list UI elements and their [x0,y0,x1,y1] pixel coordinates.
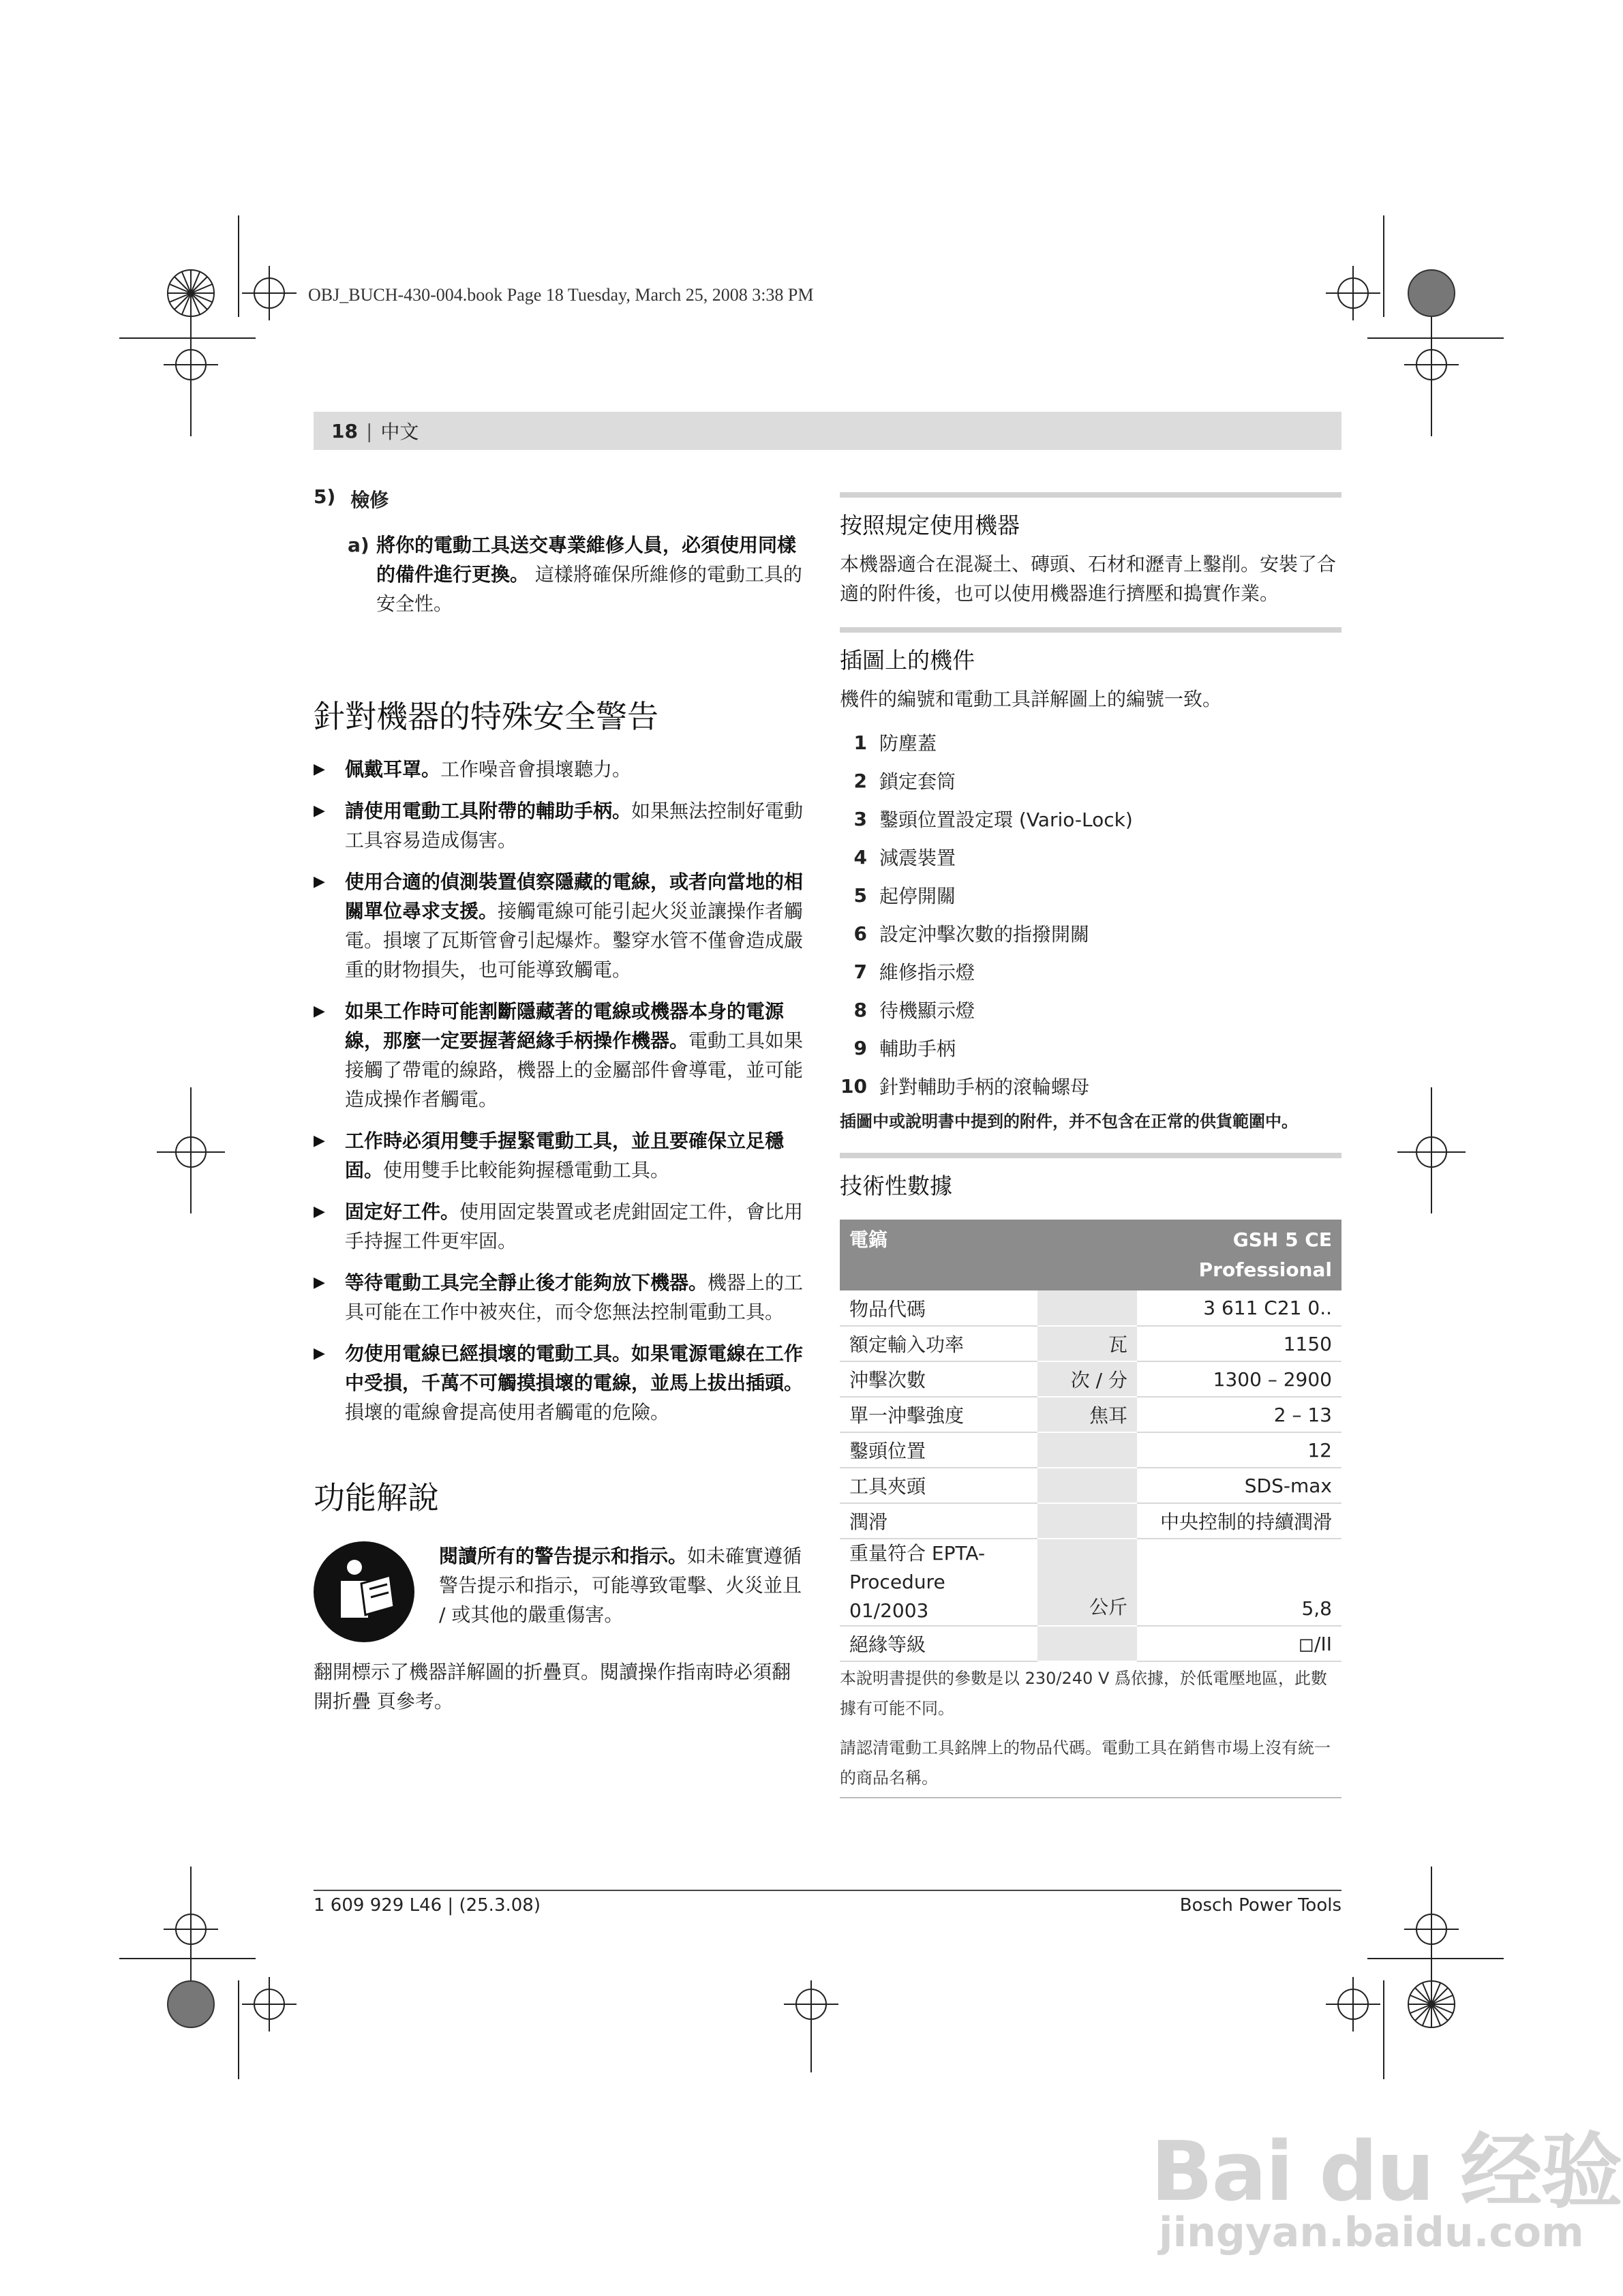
safety-bullet: ▶ 如果工作時可能割斷隱藏著的電線或機器本身的電源線，那麼一定要握著絕緣手柄操作機器。電動工具如果接觸了帶電的線路，機器上的金屬部件會導電，並可能造成操作者觸電。 [314,997,804,1114]
tech-data-header-row [840,1220,1341,1290]
component-item: 10 針對輔助手柄的滾輪螺母 [840,1074,1090,1098]
component-item: 9 輔助手柄 [853,1036,956,1060]
tech-data-row: 潤滑 中央控制的持續潤滑 [840,1503,1341,1539]
bullet-arrow-icon: ▶ [314,1132,325,1149]
safety-bullet: ▶ 請使用電動工具附帶的輔助手柄。如果無法控制好電動工具容易造成傷害。 [314,796,804,855]
tech-data-row: 沖擊次數 次 / 分 1300 – 2900 [840,1361,1341,1397]
section-rule [840,492,1341,498]
watermark-url: jingyan.baidu.com [1159,2209,1584,2256]
tech-data-notes [840,1663,1341,1798]
components-intro: 機件的編號和電動工具詳解圖上的編號一致。 [840,688,1222,710]
print-header: OBJ_BUCH-430-004.book Page 18 Tuesday, March 25, 2008 3:38 PM [308,285,814,305]
voltage-note: 本說明書提供的參數是以 230/240 V 爲依據，於低電壓地區，此數據有可能不同。 [840,1669,1328,1718]
footer-doc-number: 1 609 929 L46 | (25.3.08) [314,1895,541,1916]
maintenance-item-text: 將你的電動工具送交專業維修人員，必須使用同樣的備件進行更換。 這樣將確保所維修的電動工具的安全性。 [376,534,802,615]
bullet-arrow-icon: ▶ [314,1203,325,1220]
safety-bullet: ▶ 等待電動工具完全靜止後才能夠放下機器。機器上的工具可能在工作中被夾住，而令您無法控制電動工具。 [314,1268,804,1327]
read-manual-icon [314,1541,414,1642]
watermark-logo: Bai du 经验 [1151,2125,1622,2220]
bullet-arrow-icon: ▶ [314,802,325,819]
tech-data-row: 鑿頭位置 12 [840,1432,1341,1468]
tech-data-row: 重量符合 EPTA-Procedure 01/2003 公斤 5,8 [840,1539,1341,1626]
footer-brand: Bosch Power Tools [1179,1895,1341,1916]
page-number: 18 [331,419,358,442]
section-rule [840,627,1341,633]
component-item: 4 減震裝置 [853,845,956,869]
maintenance-title: 檢修 [350,489,389,511]
safety-bullet: ▶ 使用合適的偵測裝置偵察隱藏的電線，或者向當地的相關單位尋求支援。接觸電線可能引起火災並讓操作者觸電。損壞了瓦斯管會引起爆炸。鑿穿水管不僅會造成嚴重的財物損失，也可能導致觸電。 [314,867,804,984]
tech-data-row: 物品代碼 3 611 C21 0.. [840,1290,1341,1326]
bullet-arrow-icon: ▶ [314,1274,325,1291]
fold-out-note: 翻開標示了機器詳解圖的折疊頁。閱讀操作指南時必須翻開折疊 頁參考。 [314,1661,791,1712]
maintenance-item [348,530,804,618]
safety-bullet-list [314,755,804,1427]
bullet-arrow-icon: ▶ [314,873,325,890]
bullet-arrow-icon: ▶ [314,1003,325,1020]
left-column [314,485,804,1716]
bullet-arrow-icon: ▶ [314,761,325,778]
safety-bullet: ▶ 勿使用電線已經損壞的電動工具。如果電源電線在工作中受損，千萬不可觸摸損壞的電線，並馬上拔出插頭。損壞的電線會提高使用者觸電的危險。 [314,1339,804,1427]
tech-data-row: 絕緣等級 ◻/II [840,1626,1341,1661]
read-instructions-row [314,1541,804,1642]
components-footnote: 插圖中或說明書中提到的附件，并不包含在正常的供貨範圍中。 [840,1112,1298,1131]
safety-bullet: ▶ 工作時必須用雙手握緊電動工具，並且要確保立足穩固。使用雙手比較能夠握穩電動工具。 [314,1126,804,1185]
tech-data-heading: 技術性數據 [840,1173,952,1199]
safety-bullet: ▶ 佩戴耳罩。工作噪音會損壞聽力。 [314,755,804,784]
header-separator: | [365,419,373,442]
component-item: 1 防塵蓋 [853,731,937,755]
tech-data-row: 單一沖擊強度 焦耳 2 – 13 [840,1397,1341,1432]
footer-rule [314,1890,1341,1891]
component-item: 8 待機顯示燈 [853,998,975,1022]
read-instructions-text: 閱讀所有的警告提示和指示。如未確實遵循警告提示和指示，可能導致電擊、火災並且 / 或其他的嚴重傷害。 [439,1545,802,1626]
page-language: 中文 [380,421,419,443]
maintenance-item-label: a) [348,534,369,556]
component-item: 6 設定沖擊次數的指撥開關 [853,922,1090,946]
components-list [840,723,1341,1105]
tech-data-table [840,1220,1341,1662]
intended-use-heading: 按照規定使用機器 [840,512,1020,539]
bullet-arrow-icon: ▶ [314,1345,325,1362]
section-rule [840,1153,1341,1158]
component-item: 5 起停開關 [853,883,956,907]
special-safety-heading: 針對機器的特殊安全警告 [314,698,658,735]
function-heading: 功能解說 [314,1479,439,1516]
intended-use-text: 本機器適合在混凝土、磚頭、石材和瀝青上鑿削。安裝了合適的附件後，也可以使用機器進行擠壓和搗實作業。 [840,553,1337,605]
model-header: GSH 5 CE Professional [1137,1220,1341,1290]
page-header-bar [314,412,1341,450]
component-item: 3 鑿頭位置設定環 (Vario-Lock) [853,807,1133,831]
maintenance-number: 5) [314,485,336,508]
maintenance-heading [314,485,804,513]
tech-data-row: 工具夾頭 SDS-max [840,1468,1341,1503]
component-item: 2 鎖定套筒 [853,769,956,793]
product-type-header: 電鎬 [840,1220,1037,1290]
safety-bullet: ▶ 固定好工件。使用固定裝置或老虎鉗固定工件，會比用手持握工件更牢固。 [314,1197,804,1256]
article-number-note: 請認清電動工具銘牌上的物品代碼。電動工具在銷售市場上沒有統一的商品名稱。 [840,1738,1331,1787]
components-heading: 插圖上的機件 [840,647,975,674]
right-column [840,492,1341,1798]
component-item: 7 維修指示燈 [853,960,975,984]
tech-data-row: 額定輸入功率 瓦 1150 [840,1326,1341,1361]
